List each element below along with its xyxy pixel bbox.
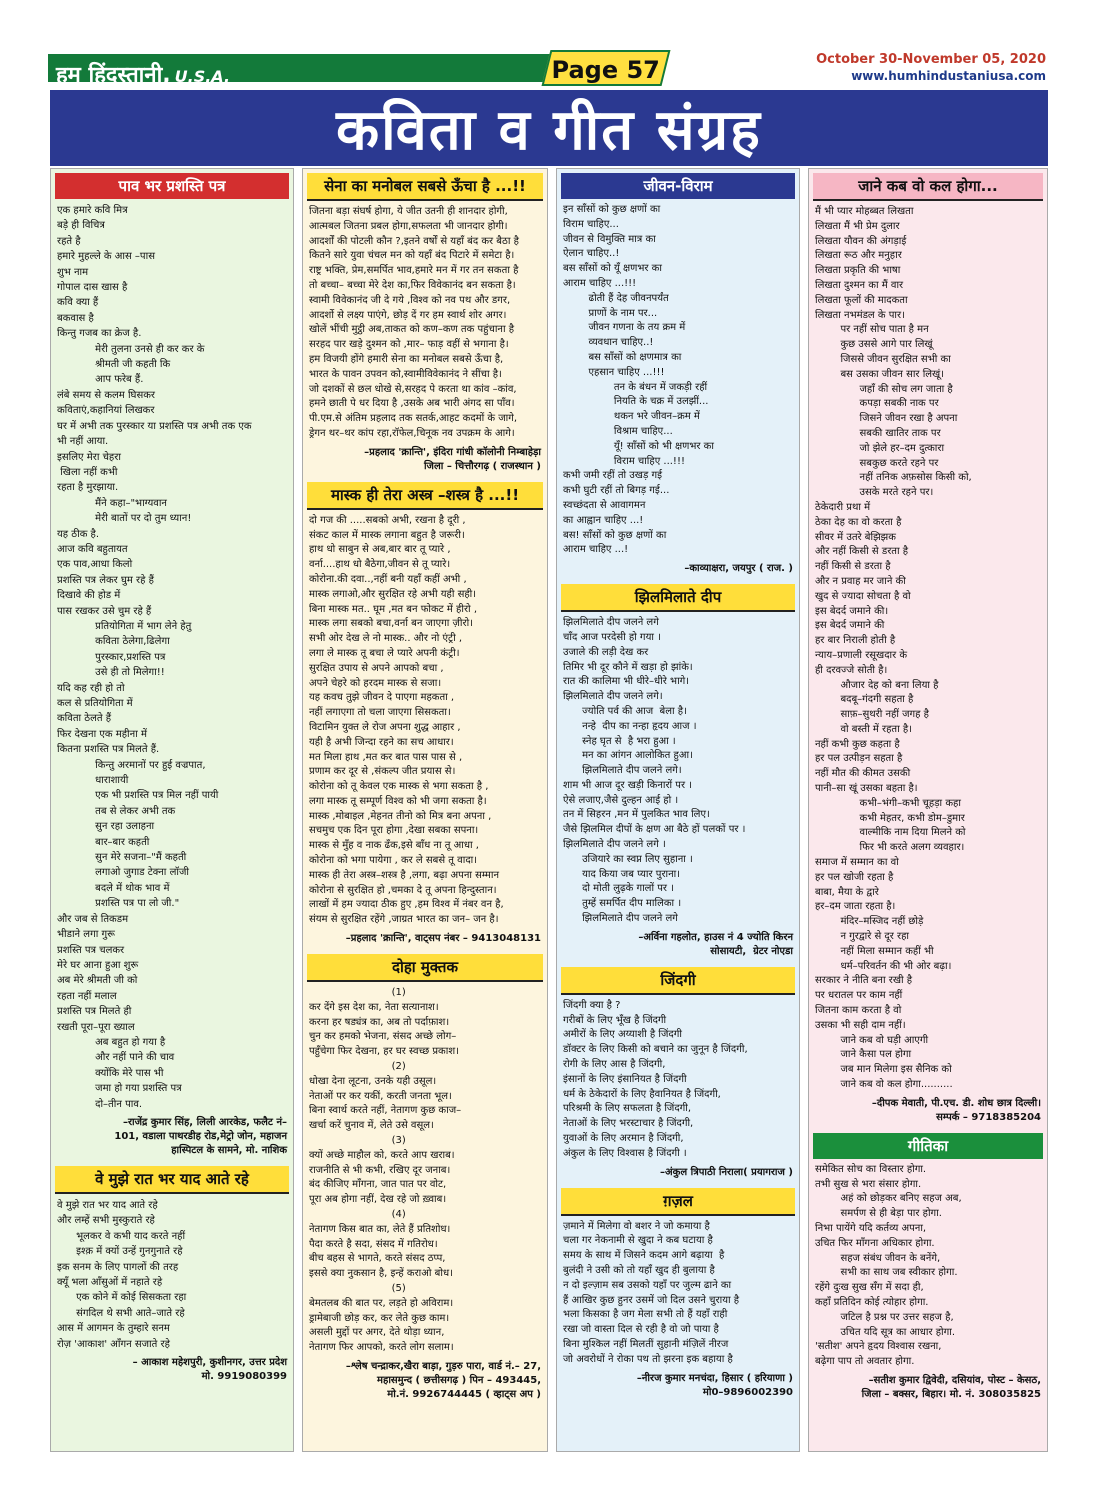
poem-text: जिंदगी क्या है ? गरीबों के लिए भूँख है जिंदगी अमीरों के लिए अय्याशी है जिंदगी डॉक्टर के लिए किसी को बचाने का जुनून है जिंदगी, रोगी के लिए आस है जिंदगी, इंसानों के लिए इंसानियत है जिंदगी धर्म के ठेकेदारों के लिए हैवानियत है जिंदगी, परिश्रमी के लिए सफलता है जिंदगी, नेताओं के लिए भरस्टाचार है जिंदगी, युवाओं के लिए अरमान है जिंदगी, अंकुल के लिए विश्वास है जिंदगी । [563,999,748,1159]
poem-title: सेना का मनोबल सबसे ऊँचा है ...!! [307,173,543,201]
poem-title: पाव भर प्रशस्ति पत्र [55,173,289,199]
column-4 [808,168,1048,1452]
poem-credit: –अंकुल त्रिपाठी निराला( प्रयागराज ) [660,1166,793,1178]
newspaper-region: U.S.A. [174,67,231,86]
page-banner [50,90,1048,166]
poem-title: दोहा मुक्तक [307,954,543,982]
poem-credit: –दीपक मेवाती, पी.एच. डी. शोध छात्र दिल्ली। सम्पर्क – 9718385204 [871,1097,1041,1123]
poem-title: जीवन-विराम [561,173,795,199]
poem-text: झिलमिलाते दीप जलने लगे चाँद आज परदेसी हो गया । उजाले की लड़ी देख कर तिमिर भी दूर कौने में खड़ा हो झांके। रात की कालिमा भी धीरे–धीरे भागे। झिलमिलाते दीप जलने लगे। ज्योति पर्व की आज बेला है। नन्हे दीप का नन्हा हृदय आज । स्नेह घृत से है भरा हुआ । मन का आंगन आलोकित हुआ। झिलमिलाते दीप जलने लगे। शाम भी आज दूर खड़ी किनारों पर । ऐसे लजाए,जैसे दुल्हन आई हो । तन में सिहरन ,मन में पुलकित भाव लिए। जैसे झिलमिल दीपों के क्षण आ बैठे हों पलकों पर । झिलमिलाते दीप जलने लगे । उजियारे का स्वप्न लिए सुहाना । याद किया जब प्यार पुराना। दो मोती लुढ़के गालों पर । तुम्हें समर्पित दीप मालिका । झिलमिलाते दीप जलने लगे [563,617,746,925]
poem-text: मैं भी प्यार मोहब्बत लिखता लिखता मैं भी प्रेम दुलार लिखता यौवन की अंगड़ाई लिखता रूठ और मनुहार लिखता प्रकृति की भाषा लिखता दुश्मन का मैं वार लिखता फूलों की मादकता लिखता नभमंडल के पार। पर नहीं सोच पाता है मन कुछ उससे आगे पार लिखूं जिससे जीवन सुरक्षित सभी का बस उसका जीवन सार लिखूं। जहाँ की सोच लग जाता है कपड़ा सबकी नाक पर जिसने जीवन रखा है अपना सबकी खातिर ताक पर जो झेले हर–दम दुत्कारा सबकुछ करते रहने पर नहीं तनिक अफ़सोस किसी को, उसके मरते रहने पर। ठेकेदारी प्रथा में ठेका देह का वो करता है सीवर में उतरे बेझिझक और नहीं किसी से डरता है नहीं किसी से डरता है और न प्रवाह मर जाने की खुद से ज्यादा सोचता है वो इस बेदर्द जमाने की। इस बेदर्द जमाने की हर बार निराली होती है न्याय–प्रणाली रसूखदार के ही दरवज्जे सोती है। औजार देह को बना लिया है बदबू–गंदगी सहता है साफ़–सुथरी नहीं जगह है वो बस्ती में रहता है। नहीं कभी कुछ कहता है हर पल उत्पीड़न सहता है नहीं मौत की कीमत उसकी पानी–सा खूं उसका बहता है। कभी–भंगी–कभी चूहड़ा कहा कभी मेहतर, कभी डोम–डुमार वाल्मीकि नाम दिया मिलने को फिर भी करते अलग व्यवहार। समाज में सम्मान का वो हर पल खोजी रहता है बाबा, मैया के द्वारे हर–दम जाता रहता है। मंदिर–मस्जिद नहीं छोड़े न गुरद्वारे से दूर रहा नहीं मिला सम्मान कहीं भी धर्म–परिवर्तन की भी ओर बढ़ा। सरकार ने नीति बना रखी है पर धरातल पर काम नहीं जितना काम करता है वो उसका भी सही दाम नहीं। जाने कब वो घड़ी आएगी जाने कैसा पल होगा जब मान मिलेगा इस सैनिक को जाने कब वो कल होगा.......... [815,206,972,1091]
masthead [48,48,1048,88]
column-3 [556,168,800,1452]
issue-date: October 30-November 05, 2020 [816,52,1046,67]
poem-text: ज़माने में मिलेगा वो बशर ने जो कमाया है चला गर नेकनामी से खुदा ने कब घटाया है समय के साथ में जिसने कदम आगे बढ़ाया है बुलंदी ने उसी को तो यहाँ खुद ही बुलाया है न दो इल्ज़ाम सब उसको यहाँ पर जुल्म ढाने का हैं आखिर कुछ हुनर उसमें जो दिल उसने चुराया है भला किसका है जग मेला सभी तो हैं यहाँ राही रखा जो वास्ता दिल से रही है वो जो पाया है बिना मुश्किल नहीं मिलतीं सुहानी मंज़िलें नीरज जो अवरोधों ने रोका पथ तो झरना इक बहाया है [563,1220,740,1365]
banner-title: कविता व गीत संग्रह [336,98,762,163]
poem-text: एक हमारे कवि मित्र बड़े ही विचित्र रहते है हमारे मुहल्ले के आस –पास शुभ नाम गोपाल दास खास है कवि क्या हैं बकवास है किन्तु गजब का क्रेज है. मेरी तुलना उनसे ही कर कर के श्रीमती जी कहती कि आप फरेब हैं. लंबे समय से कलम घिसकर कविताएं,कहानियां लिखकर घर में अभी तक पुरस्कार या प्रशस्ति पत्र अभी तक एक भी नहीं आया. इसलिए मेरा चेहरा खिला नहीं कभी रहता है मुरझाया. मैंने कहा–"भाग्यवान मेरी बातों पर दो तुम ध्यान! यह ठीक है. आज कवि बहुतायत एक पाव,आधा किलो प्रशस्ति पत्र लेकर घुम रहे हैं दिखावे की होड में पास रखकर उसे चुम रहे हैं प्रतियोगिता में भाग लेने हेतु कविता ठेलेगा,ढिलेगा पुरस्कार,प्रशस्ति पत्र उसे ही तो मिलेगा!! यदि कह रही हो तो कल से प्रतियोगिता में कविता ठेलते हैं फिर देखना एक महीना में कितना प्रशस्ति पत्र मिलते हैं. किन्तु अरमानों पर हुई वज्रपात, धाराशायी एक भी प्रशस्ति पत्र मिल नहीं पायी तब से लेकर अभी तक सुन रहा उलाहना बार–बार कहती सुन मेरे सजना–"मैं कहती लगाओ जुगाड टेक्ना लॉजी बदले में थोक भाव में प्रशस्ति पत्र पा लो जी." और जब से तिकडम भीडाने लगा गुरू प्रशस्ति पत्र चलकर मेरे घर आना हुआ शुरू अब मेरे श्रीमती जी को रहता नहीं मलाल प्रशस्ति पत्र मिलते ही रखती पूरा–पूरा ख्याल अब बहुत हो गया है और नहीं पाने की चाव क्योंकि मेरे पास भी जमा हो गया प्रशस्ति पत्र दो–तीन पाव. [57,205,252,1110]
poem-credit: –काव्याक्षरा, जयपुर ( राज. ) [684,563,793,575]
poem-title: जाने कब वो कल होगा... [813,173,1043,201]
poem-text: समेकित सोच का विस्तार होगा. तभी सुख से भरा संसार होगा. अहं को छोड़कर बनिए सहज अब, समर्पण से ही बेड़ा पार होगा. निभा पायेंगे यदि कर्तव्य अपना, उचित फिर माँगना अधिकार होगा. सहज संबंध जीवन के बनेंगे, सभी का साथ जब स्वीकार होगा. रहेंगे दुःख सुख सँग में सदा ही, कहाँ प्रतिदिन कोई त्योहार होगा. जटिल है प्रश्न पर उत्तर सहज है, उचित यदि सूत्र का आधार होगा. 'सतीश' अपने हृदय विश्वास रखना, बढ़ेगा पाप तो अवतार होगा. [815,1163,962,1368]
newspaper-name: हम हिंदुस्तानी, U.S.A. [56,63,231,88]
poem-text: (1) कर देंगे इस देश का, नेता सत्यानाश। करना हर षड्यंत्र का, अब तो पर्दाफ़ाश। चुन कर हमको भेजना, संसद अच्छे लोग– पहुँचेगा फिर देखना, हर घर स्वच्छ प्रकाश। (2) धोखा देना लूटना, उनके यही उसूल। नेताओं पर कर यकीं, करती जनता भूल। बिना स्वार्थ करते नहीं, नेतागण कुछ काज– खर्चा करें चुनाव में, लेते उसे वसूल। (3) क्यों अच्छे माहौल को, करते आप खराब। राजनीति से भी कभी, रखिए दूर जनाब। बंद कीजिए माँगना, जात पात पर वोट, पूरा अब होगा नहीं, देख रहे जो ख़्वाब। (4) नेतागण किस बात का, लेते हैं प्रतिशोध। पैदा करते है सदा, संसद में गतिरोध। बीच बहस से भागते, करते संसद ठप्प, इससे क्या नुकसान है, इन्हें कराओ बोध। (5) बेमतलब की बात पर, लड़ते हो अविराम। ड्रामेबाजी छोड़ कर, कर लेते कुछ काम। असली मुद्दों पर अगर, देते थोड़ा ध्यान, नेतागण फिर आपको, करते लोग सलाम। [309,987,462,1354]
poem-title: वे मुझे रात भर याद आते रहे [55,1166,289,1194]
page-number-badge: Page 57 [542,50,671,86]
column-2 [302,168,548,1452]
poem-title: गीतिका [813,1133,1043,1159]
poem-credit: –प्रहलाद 'क्रान्ति', वाट्सप नंबर – 9413048131 [345,933,541,945]
poem-credit: –प्रहलाद 'क्रान्ति', इंदिरा गांधी कॉलोनी निम्बाहेड़ा जिला – चित्तौरगढ़ ( राजस्थान ) [364,446,541,472]
column-1 [50,168,294,1452]
poem-title: झिलमिलाते दीप [561,584,795,612]
poem-text: वे मुझे रात भर याद आते रहे और लम्हें सभी मुस्कुराते रहे भूलकर वे कभी याद करते नहीं इश्क़ में क्यों उन्हें गुनगुनाते रहे इक सनम के लिए पागलों की तरह क्यूँ भला आँसुओं में नहाते रहे एक कोने में कोई सिसकता रहा संगदिल थे सभी आते–जाते रहे आस में आगमन के तुम्हारे सनम रोज़ 'आकाश' आँगन सजाते रहे [57,1199,187,1350]
poem-credit: –श्लेष चन्द्राकर,खैरा बाड़ा, गुड़रु पारा, वार्ड नं.– 27, महासमुन्द ( छत्तीसगढ़ ) पिन – 493445, मो.नं. 9926744445 ( व्हाट्स अप ) [345,1360,541,1400]
poem-title: ग़ज़ल [561,1188,795,1216]
poem-title: मास्क ही तेरा अस्त्र –शस्त्र है ...!! [307,482,543,510]
poem-text: जितना बड़ा संघर्ष होगा, ये जीत उतनी ही शानदार होगी, आत्मबल जितना प्रबल होगा,सफलता भी जानदार होगी। आदर्शों की पोटली कौन ?,इतने वर्षों से यहाँ बंद कर बैठा है कितने सारे युवा चंचल मन को यहाँ बंद पिटारे में समेटा है। राष्ट्र भक्ति, प्रेम,समर्पित भाव,हमारे मन में गर तन सकता है तो बच्चा– बच्चा मेरे देश का,फिर विवेकानंद बन सकता है। स्वामी विवेकानंद जी दे गये ,विश्व को नव पथ और डगर, आदर्शो से लक्ष्य पाएंगे, छोड़ दें गर हम स्वार्थ शोर अगर। खोलें भींची मुट्ठी अब,ताकत को कण–कण तक पहुंचाना है सरहद पार खड़े दुश्मन को ,मार– फाड़ वहीं से भगाना है। हम विजयी होंगे हमारी सेना का मनोबल सबसे ऊँचा है, भारत के पावन उपवन को,स्वामीविवेकानंद ने सींचा है। जो दशकों से छल धोखे से,सरहद पे करता था कांव –कांव, हमने छाती पे धर दिया है ,उसके अब भारी अंगद सा पाँव। पी.एम.से अंतिम प्रहलाद तक सतर्क,आहट कदमों के जागे, ड्रेगन थर–थर कांप रहा,रॉफेल,चिनूक नव उपक्रम के आगे। [309,206,519,439]
poem-credit: –सतीश कुमार द्विवेदी, दसियांव, पोस्ट – केसठ, जिला – बक्सर, बिहार। मो. नं. 308035825 [861,1374,1041,1400]
poem-text: इन साँसों को कुछ क्षणों का विराम चाहिए... जीवन से विमुक्ति मात्र का ऐलान चाहिए..! बस साँसों को यूँ क्षणभर का आराम चाहिए ...!!! ढोती हैं देह जीवनपर्यंत प्राणों के नाम पर... जीवन गणना के तय क्रम में व्यवधान चाहिए..! बस साँसों को क्षणमात्र का एहसान चाहिए ...!!! तन के बंधन में जकड़ी रहीं नियति के चक्र में उलझीं... थकन भरे जीवन–क्रम में विश्राम चाहिए... यूँ! साँसों को भी क्षणभर का विराम चाहिए ...!!! कभी जमी रहीं तो उखड़ गई कभी घुटी रहीं तो बिगड़ गई... स्वच्छंदता से आवागमन का आह्वान चाहिए ...! बस! साँसों को कुछ क्षणों का आराम चाहिए ...! [563,204,714,556]
poem-credit: –राजेंद्र कुमार सिंह, लिली आरकेड, फलैट नं– 101, वडाला पाथरडीह रोड,मेट्रो जोन, महाजन हास्पिटल के सामने, मो. नाशिक [114,1116,287,1156]
poem-credit: – आकाश महेशपुरी, कुशीनगर, उत्तर प्रदेश मो. 9919080399 [132,1357,287,1383]
poem-title: जिंदगी [561,967,795,995]
website-link[interactable]: www.humhindustaniusa.com [851,69,1046,83]
poem-credit: –अर्विना गहलोत, हाउस नं 4 ज्योति किरन सोसायटी, ग्रेटर नोएडा [638,931,793,957]
poem-credit: –नीरज कुमार मनचंदा, हिसार ( हरियाणा ) मो0–9896002390 [636,1372,793,1398]
poem-text: दो गज की .....सबको अभी, रखना है दूरी , संकट काल में मास्क लगाना बहुत है जरूरी। हाथ धो साबुन से अब,बार बार तू प्यारे , वर्ना....हाथ धो बैठेगा,जीवन से तू प्यारे। कोरोना.की दवा..,नहीं बनी यहाँ कहीं अभी , मास्क लगाओ,और सुरक्षित रहे अभी यही सही। बिना मास्क मत.. घूम ,मत बन फोकट में हीरो , मास्क लगा सबको बचा,वर्ना बन जाएगा ज़ीरो। सभी ओर देख ले नो मास्क.. और नो एंट्री , लगा ले मास्क तू बचा ले प्यारे अपनी कंट्री। सुरक्षित उपाय से अपने आपको बचा , अपने चेहरे को हरदम मास्क से सजा। यह कवच तुझे जीवन दे पाएगा महकता , नहीं लगाएगा तो चला जाएगा सिसकता। विटामिन युक्त ले रोज अपना शुद्ध आहार , यही है अभी जिन्दा रहने का सच आधार। मत मिला हाथ ,मत कर बात पास पास से , प्रणाम कर दूर से ,संकल्प जीत प्रयास से। कोरोना को तू केवल एक मास्क से भगा सकता है , लगा मास्क तू सम्पूर्ण विश्व को भी जगा सकता है। मास्क ,मोबाइल ,मेहनत तीनो को मित्र बना अपना , सचमुच एक दिन पूरा होगा ,देखा सबका सपना। मास्क से मुँह व नाक ढँक,इसे बाँध ना तू आधा , कोरोना को भगा पायेगा , कर ले सबसे तू वादा। मास्क ही तेरा अस्त्र–शस्त्र है ,लगा, बढ़ा अपना सम्मान कोरोना से सुरक्षित हो ,चमका दे तू अपना हिन्दुस्तान। लाखों में हम ज्यादा ठीक हुए ,हम विश्व में नंबर वन है, संयम से सुरक्षित रहेंगे ,जाग्रत भारत का जन– जन है। [309,514,504,926]
